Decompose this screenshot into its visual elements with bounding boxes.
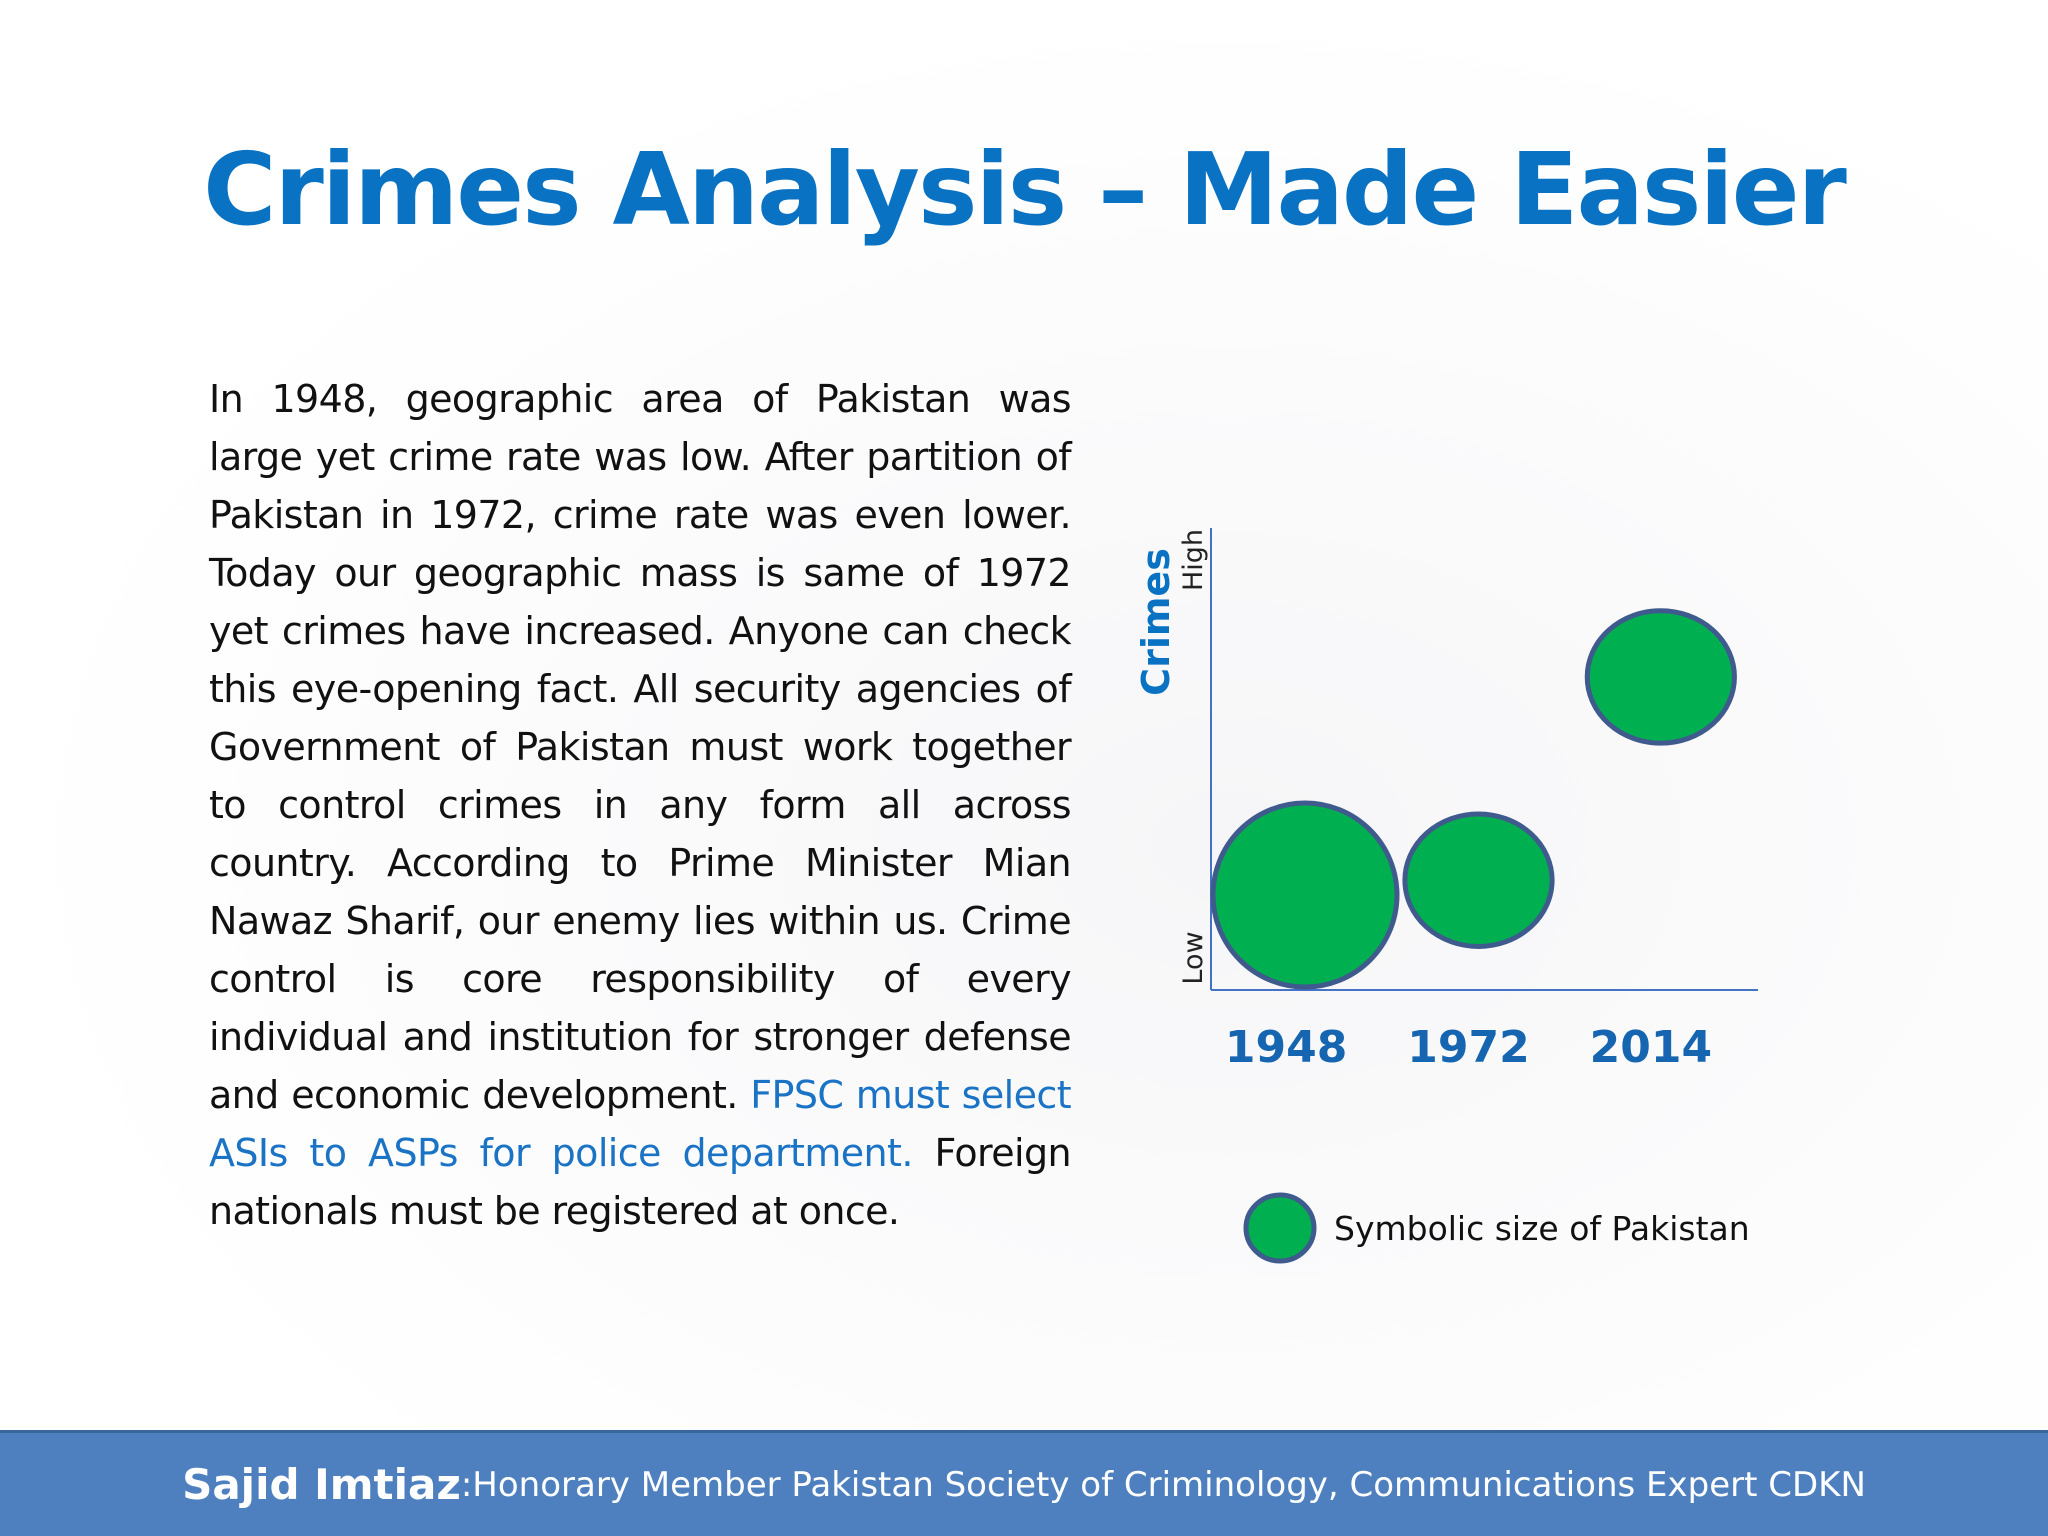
bubble-chart-svg (1100, 500, 1800, 1248)
x-tick-label-1972: 1972 (1407, 1022, 1530, 1073)
legend-bubble-swatch (1246, 1195, 1314, 1261)
x-tick-label-2014: 2014 (1589, 1022, 1713, 1073)
footer-separator: : (460, 1464, 473, 1505)
y-axis-title: Crimes (1134, 548, 1178, 696)
y-tick-low: Low (1178, 931, 1209, 985)
body-highlight: FPSC must select ASIs to ASPs for police department. (209, 1073, 1071, 1175)
body-paragraph (209, 370, 1071, 1240)
slide-title: Crimes Analysis – Made Easier (203, 131, 1845, 248)
y-tick-high: High (1178, 528, 1209, 592)
footer-bar (0, 1430, 2048, 1536)
legend-label: Symbolic size of Pakistan (1334, 1209, 1750, 1248)
bubble-1948 (1213, 803, 1397, 987)
x-tick-label-1948: 1948 (1224, 1022, 1348, 1073)
bubble-1972 (1405, 814, 1552, 946)
body-text-after: Foreign nationals must be registered at once. (209, 1131, 1071, 1233)
footer-author-role: Honorary Member Pakistan Society of Criminology, Communications Expert CDKN (472, 1464, 1866, 1505)
body-text-before: In 1948, geographic area of Pakistan was large yet crime rate was low. After partition of Pakistan in 1972, crime rate was even lower. Today our geographic mass is same of 1972 yet crimes have increased. Anyone can check this eye-opening fact. All security agencies of Government of Pakistan must work together to control crimes in any form all across country. According to Prime Minister Mian Nawaz Sharif, our enemy lies within us. Crime control is core responsibility of every individual and institution for stronger defense and economic development. (209, 377, 1071, 1117)
footer-author-name: Sajid Imtiaz (182, 1460, 461, 1509)
bubble-chart (1100, 500, 1800, 1248)
bubble-2014 (1587, 611, 1734, 743)
